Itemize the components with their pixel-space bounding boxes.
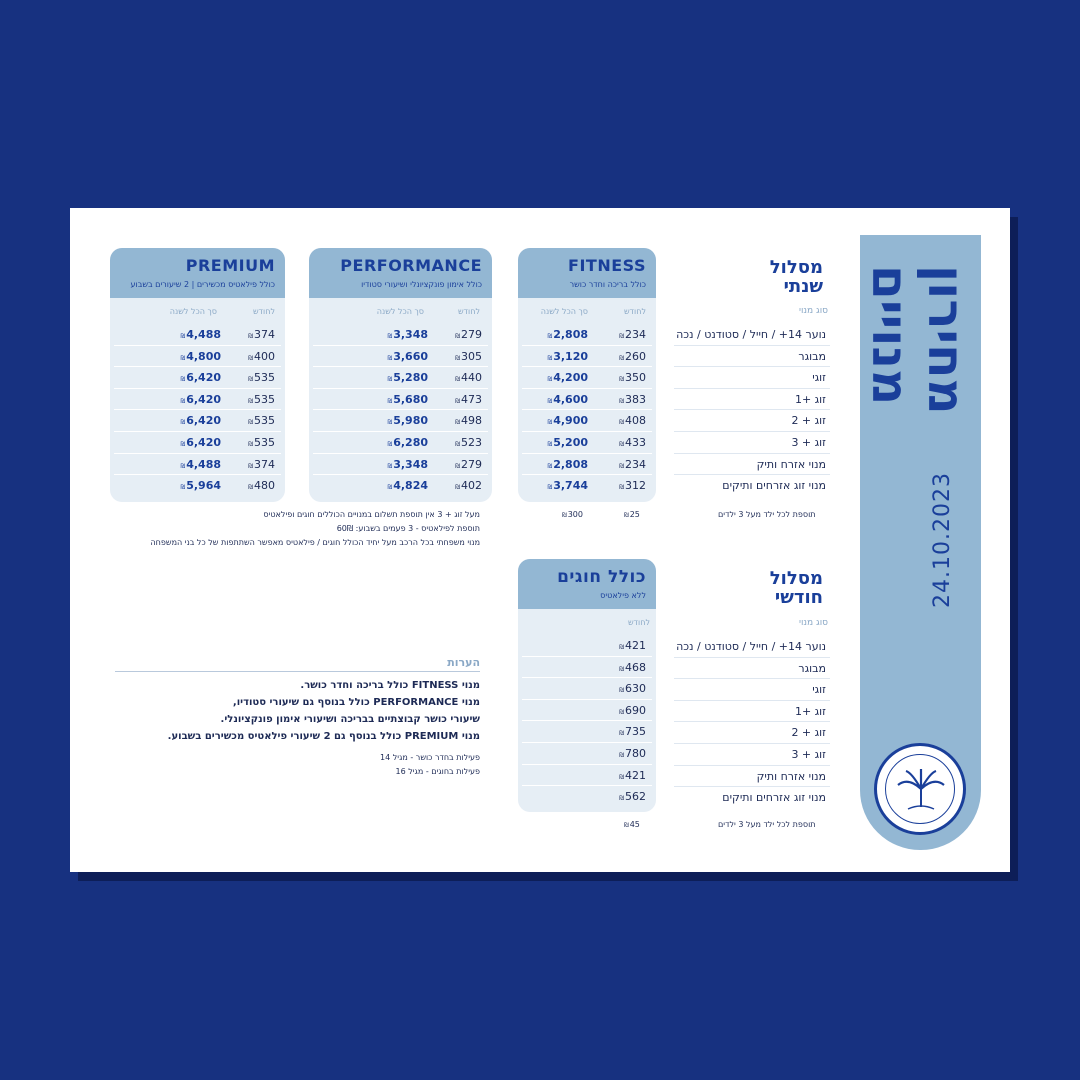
yearly-value: 4,200: [553, 371, 588, 385]
currency-sign: ₪: [180, 376, 186, 384]
type-row: זוג + 2: [674, 410, 830, 432]
price-row: [313, 410, 488, 432]
price-row: [114, 454, 281, 476]
price-row: [313, 324, 488, 346]
currency-sign: ₪: [619, 795, 624, 803]
plan-name: PREMIUM: [185, 256, 275, 275]
monthly-price: [455, 371, 482, 384]
col-year-header: סך הכל לשנה: [540, 307, 588, 316]
currency-sign: ₪: [619, 333, 624, 340]
currency-sign: ₪: [547, 440, 553, 448]
monthly-value: 480: [254, 479, 275, 493]
annual-child-extra-label: תוספת לכל ילד מעל 3 ילדים: [718, 510, 816, 519]
currency-sign: ₪: [180, 397, 186, 405]
currency-sign: ₪: [455, 397, 460, 405]
yearly-total: [547, 458, 588, 471]
yearly-value: 2,808: [553, 457, 588, 471]
currency-sign: ₪: [387, 462, 393, 470]
price-row: [522, 389, 652, 411]
currency-sign: ₪: [455, 440, 460, 448]
currency-sign: ₪: [619, 419, 624, 427]
price-row: [522, 324, 652, 346]
monthly-price: [248, 350, 275, 363]
price-row: [522, 743, 652, 765]
currency-sign: ₪: [387, 397, 393, 405]
yearly-value: 3,348: [393, 328, 428, 341]
age-line-1: פעילות בחדר כושר - מגיל 14: [380, 753, 480, 762]
currency-sign: ₪: [547, 376, 553, 384]
currency-sign: ₪: [180, 419, 186, 427]
type-header: סוג מנוי: [798, 306, 828, 316]
price-row: [522, 367, 652, 389]
monthly-value: 312: [625, 479, 646, 493]
yearly-value: 6,420: [186, 435, 221, 449]
monthly-value: 562: [625, 790, 646, 804]
yearly-total: [180, 328, 221, 341]
monthly-value: 374: [254, 457, 275, 471]
yearly-total: [387, 328, 428, 341]
monthly-price: [248, 436, 275, 449]
col-year-header: סך הכל לשנה: [376, 307, 424, 316]
plan-card-fitness: [518, 248, 656, 502]
monthly-value: 780: [625, 746, 646, 760]
monthly-price: [455, 458, 482, 471]
type-row: מבוגר: [674, 658, 830, 680]
yearly-total: [547, 371, 588, 384]
currency-sign: ₪: [455, 333, 460, 340]
yearly-total: [387, 371, 428, 384]
currency-sign: ₪: [619, 462, 624, 470]
currency-sign: ₪: [455, 376, 460, 384]
monthly-child-extra-label: תוספת לכל ילד מעל 3 ילדים: [718, 820, 816, 829]
yearly-total: [387, 393, 428, 406]
type-row: מנוי אזרח ותיק: [674, 454, 830, 476]
yearly-value: 6,420: [186, 414, 221, 428]
monthly-types-table: [674, 610, 830, 809]
currency-sign: ₪: [547, 419, 553, 427]
price-row: [522, 454, 652, 476]
plan-subtitle: כולל בריכה וחדר כושר: [569, 280, 646, 289]
monthly-extra-month: ₪45: [624, 820, 640, 829]
yearly-value: 6,280: [393, 435, 428, 449]
currency-sign: ₪: [387, 440, 393, 448]
monthly-price: [619, 682, 646, 695]
monthly-value: 400: [254, 349, 275, 363]
monthly-price: [455, 328, 482, 341]
monthly-value: 535: [254, 435, 275, 449]
currency-sign: ₪: [248, 333, 253, 340]
price-row: [522, 635, 652, 657]
monthly-value: 468: [625, 660, 646, 674]
monthly-value: 279: [461, 328, 482, 341]
price-row: [114, 367, 281, 389]
currency-sign: ₪: [619, 730, 624, 738]
currency-sign: ₪: [387, 419, 393, 427]
plan-card-classes: [518, 559, 656, 812]
annual-note-3: מנוי משפחתי בכל הרכב מעל יחיד הכולל חוגים / פילאטיס מאפשר השתתפות של כל בני המשפחה: [150, 538, 480, 547]
monthly-value: 535: [254, 371, 275, 385]
age-line-2: פעילות בחוגים - מגיל 16: [395, 767, 480, 776]
currency-sign: ₪: [387, 484, 393, 492]
yearly-total: [180, 458, 221, 471]
yearly-value: 5,680: [393, 392, 428, 406]
monthly-price: [455, 414, 482, 427]
price-row: [522, 765, 652, 787]
palm-tree-icon: [885, 754, 955, 824]
yearly-total: [387, 350, 428, 363]
yearly-value: 2,808: [553, 328, 588, 341]
yearly-total: [180, 436, 221, 449]
yearly-value: 3,660: [393, 349, 428, 363]
monthly-value: 305: [461, 349, 482, 363]
price-row: [114, 410, 281, 432]
remark-line-1: מנוי FITNESS כולל בריכה וחדר כושר.: [300, 680, 480, 691]
price-row: [522, 700, 652, 722]
currency-sign: ₪: [387, 354, 393, 362]
monthly-value: 402: [461, 479, 482, 493]
yearly-value: 4,824: [393, 479, 428, 493]
monthly-price: [619, 769, 646, 782]
monthly-price: [248, 479, 275, 492]
type-row: נוער 14+ / חייל / סטודנט / נכה: [674, 636, 830, 658]
price-row: [522, 786, 652, 808]
currency-sign: ₪: [619, 376, 624, 384]
monthly-price: [248, 393, 275, 406]
currency-sign: ₪: [248, 462, 253, 470]
monthly-track-title: מסלול חודשי: [769, 568, 823, 608]
currency-sign: ₪: [455, 462, 460, 470]
monthly-value: 350: [625, 371, 646, 385]
currency-sign: ₪: [547, 484, 553, 492]
monthly-price: [455, 350, 482, 363]
remark-line-3: שיעורי כושר קבוצתיים בבריכה ושיעורי אימון פונקציונלי.: [220, 714, 480, 725]
plan-card-performance: [309, 248, 492, 502]
monthly-value: 234: [625, 328, 646, 341]
monthly-value: 535: [254, 414, 275, 428]
currency-sign: ₪: [248, 440, 253, 448]
plan-subtitle: ללא פילאטיס: [600, 591, 646, 600]
col-year-header: סך הכל לשנה: [169, 307, 217, 316]
monthly-value: 473: [461, 392, 482, 406]
yearly-value: 4,488: [186, 328, 221, 341]
type-row: זוג +1: [674, 701, 830, 723]
currency-sign: ₪: [248, 397, 253, 405]
currency-sign: ₪: [180, 333, 186, 340]
plan-column-headers: [110, 298, 285, 324]
plan-subtitle: כולל אימון פונקציונלי ושיעורי סטודיו: [361, 280, 482, 289]
yearly-value: 4,800: [186, 349, 221, 363]
monthly-value: 234: [625, 457, 646, 471]
monthly-value: 535: [254, 392, 275, 406]
yearly-total: [180, 350, 221, 363]
price-row: [522, 721, 652, 743]
side-title: מחירון מנויים: [861, 265, 975, 415]
yearly-total: [547, 328, 588, 341]
annual-track-title: מסלול שנתי: [769, 257, 823, 297]
yearly-value: 5,280: [393, 371, 428, 385]
currency-sign: ₪: [248, 419, 253, 427]
currency-sign: ₪: [180, 462, 186, 470]
yearly-total: [180, 414, 221, 427]
yearly-total: [180, 479, 221, 492]
monthly-price: [619, 790, 646, 803]
currency-sign: ₪: [547, 333, 553, 340]
yearly-value: 3,348: [393, 457, 428, 471]
monthly-value: 383: [625, 392, 646, 406]
yearly-total: [547, 393, 588, 406]
yearly-total: [387, 414, 428, 427]
monthly-price: [619, 436, 646, 449]
currency-sign: ₪: [387, 376, 393, 384]
price-row: [313, 432, 488, 454]
monthly-value: 279: [461, 457, 482, 471]
currency-sign: ₪: [619, 773, 624, 781]
yearly-total: [387, 479, 428, 492]
plan-column-headers: [309, 298, 492, 324]
currency-sign: ₪: [180, 354, 186, 362]
currency-sign: ₪: [619, 440, 624, 448]
plan-column-headers: [518, 298, 656, 324]
type-row: זוג +1: [674, 389, 830, 411]
yearly-total: [547, 436, 588, 449]
currency-sign: ₪: [619, 665, 624, 673]
pool-logo-seal: [874, 743, 966, 835]
price-row: [522, 410, 652, 432]
price-row: [114, 324, 281, 346]
yearly-value: 5,964: [186, 479, 221, 493]
monthly-price: [455, 479, 482, 492]
type-row: נוער 14+ / חייל / סטודנט / נכה: [674, 324, 830, 346]
plan-name: PERFORMANCE: [340, 256, 482, 275]
currency-sign: ₪: [455, 419, 460, 427]
monthly-price: [455, 436, 482, 449]
monthly-price: [248, 414, 275, 427]
currency-sign: ₪: [248, 354, 253, 362]
monthly-price: [619, 414, 646, 427]
currency-sign: ₪: [248, 376, 253, 384]
monthly-price: [619, 639, 646, 652]
monthly-value: 498: [461, 414, 482, 428]
plan-subtitle: כולל פילאטיס מכשירים | 2 שיעורים בשבוע: [130, 280, 275, 289]
yearly-total: [387, 436, 428, 449]
annual-note-1: מעל זוג + 3 אין תוספת תשלום במנויים הכוללים חוגים ופילאטיס: [263, 510, 480, 519]
price-row: [114, 389, 281, 411]
monthly-value: 374: [254, 328, 275, 341]
col-month-header: לחודש: [628, 618, 650, 627]
plan-name: FITNESS: [568, 256, 646, 275]
currency-sign: ₪: [547, 354, 553, 362]
plan-column-headers: [518, 609, 656, 635]
price-row: [313, 367, 488, 389]
col-month-header: לחודש: [458, 307, 480, 316]
currency-sign: ₪: [619, 397, 624, 405]
yearly-total: [547, 350, 588, 363]
type-header: סוג מנוי: [798, 618, 828, 628]
plan-name: כולל חוגים: [557, 567, 646, 587]
price-row: [313, 475, 488, 497]
monthly-price: [619, 393, 646, 406]
price-row: [313, 389, 488, 411]
monthly-value: 690: [625, 703, 646, 717]
monthly-value: 260: [625, 349, 646, 363]
price-row: [114, 346, 281, 368]
currency-sign: ₪: [248, 484, 253, 492]
monthly-value: 408: [625, 414, 646, 428]
yearly-total: [387, 458, 428, 471]
price-row: [522, 346, 652, 368]
type-row: זוגי: [674, 367, 830, 389]
monthly-price: [455, 393, 482, 406]
monthly-price: [619, 328, 646, 341]
annual-note-2: תוספת לפילאטיס - 3 פעמים בשבוע: 60₪: [336, 524, 480, 533]
remark-line-4: מנוי PREMIUM כולל בנוסף גם 2 שיעורי פילאטיס מכשירים בשבוע.: [167, 731, 480, 742]
yearly-total: [547, 414, 588, 427]
palm-tree-icon-svg: [886, 755, 956, 825]
monthly-price: [619, 371, 646, 384]
monthly-price: [248, 458, 275, 471]
price-row: [313, 346, 488, 368]
plan-card-header: [518, 248, 656, 298]
monthly-price: [619, 725, 646, 738]
yearly-total: [180, 371, 221, 384]
type-row: זוג + 3: [674, 744, 830, 766]
yearly-value: 3,744: [553, 479, 588, 493]
currency-sign: ₪: [619, 644, 624, 651]
yearly-value: 4,600: [553, 392, 588, 406]
yearly-value: 5,980: [393, 414, 428, 428]
yearly-value: 6,420: [186, 392, 221, 406]
monthly-price: [619, 458, 646, 471]
yearly-value: 3,120: [553, 349, 588, 363]
monthly-value: 523: [461, 435, 482, 449]
currency-sign: ₪: [547, 397, 553, 405]
type-row: זוג + 3: [674, 432, 830, 454]
price-row: [522, 657, 652, 679]
plan-card-premium: [110, 248, 285, 502]
price-row: [313, 454, 488, 476]
plan-card-header: [518, 559, 656, 609]
remark-line-2: מנוי PERFORMANCE כולל בנוסף גם שיעורי סטודיו,: [232, 697, 480, 708]
yearly-value: 6,420: [186, 371, 221, 385]
monthly-value: 421: [625, 768, 646, 782]
currency-sign: ₪: [455, 354, 460, 362]
monthly-price: [619, 747, 646, 760]
monthly-value: 421: [625, 639, 646, 652]
monthly-value: 433: [625, 435, 646, 449]
price-row: [522, 475, 652, 497]
col-month-header: לחודש: [253, 307, 275, 316]
currency-sign: ₪: [619, 484, 624, 492]
currency-sign: ₪: [619, 354, 624, 362]
annual-types-table: [674, 298, 830, 497]
monthly-price: [248, 328, 275, 341]
currency-sign: ₪: [180, 440, 186, 448]
yearly-value: 4,488: [186, 457, 221, 471]
yearly-total: [547, 479, 588, 492]
currency-sign: ₪: [619, 708, 624, 716]
currency-sign: ₪: [547, 462, 553, 470]
type-row: מבוגר: [674, 346, 830, 368]
monthly-value: 630: [625, 682, 646, 696]
fitness-extra-year: ₪300: [562, 510, 583, 519]
yearly-value: 4,900: [553, 414, 588, 428]
currency-sign: ₪: [387, 333, 393, 340]
monthly-price: [619, 704, 646, 717]
monthly-price: [248, 371, 275, 384]
currency-sign: ₪: [455, 484, 460, 492]
type-row: מנוי זוג אזרחים ותיקים: [722, 479, 826, 493]
plan-card-header: [110, 248, 285, 298]
fitness-extra-month: ₪25: [624, 510, 640, 519]
monthly-value: 440: [461, 371, 482, 385]
type-row: מנוי זוג אזרחים ותיקים: [722, 791, 826, 805]
monthly-price: [619, 350, 646, 363]
price-row: [522, 432, 652, 454]
price-row: [522, 678, 652, 700]
remarks-title: הערות: [115, 656, 480, 672]
monthly-value: 735: [625, 725, 646, 739]
side-date: 24.10.2023: [930, 472, 955, 608]
col-month-header: לחודש: [624, 307, 646, 316]
currency-sign: ₪: [619, 751, 624, 759]
monthly-price: [619, 479, 646, 492]
currency-sign: ₪: [180, 484, 186, 492]
type-row: זוג + 2: [674, 722, 830, 744]
price-row: [114, 475, 281, 497]
currency-sign: ₪: [619, 687, 624, 695]
yearly-total: [180, 393, 221, 406]
monthly-price: [619, 661, 646, 674]
plan-card-header: [309, 248, 492, 298]
yearly-value: 5,200: [553, 435, 588, 449]
type-row: זוגי: [674, 679, 830, 701]
type-row: מנוי אזרח ותיק: [674, 766, 830, 788]
price-row: [114, 432, 281, 454]
